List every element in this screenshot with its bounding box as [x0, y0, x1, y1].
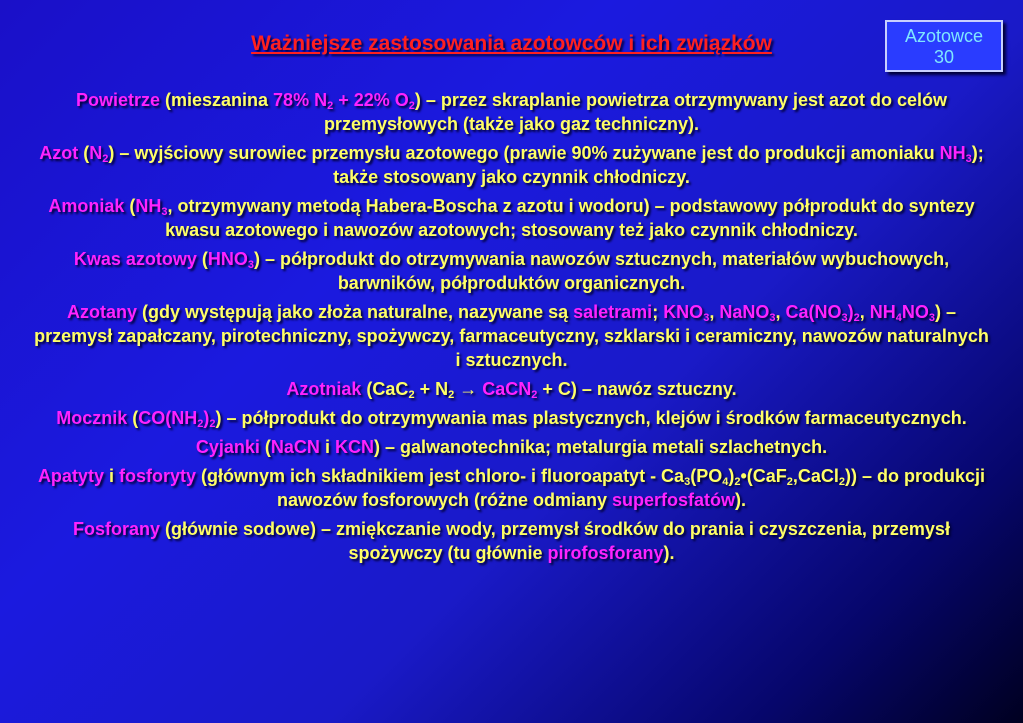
- subscript: 4: [895, 312, 902, 324]
- subscript: 3: [247, 259, 255, 271]
- formula-text: NH: [939, 143, 966, 163]
- subscript: 2: [197, 418, 204, 430]
- subscript: 3: [965, 153, 972, 165]
- formula-text: CO(NH: [138, 408, 198, 428]
- subscript: 2: [327, 100, 334, 112]
- text: ,CaCl: [792, 466, 839, 486]
- subscript: 2: [838, 476, 846, 488]
- formula: [273, 90, 415, 110]
- formula-text: Ca(NO: [785, 302, 842, 322]
- term: Cyjanki: [195, 437, 260, 457]
- formula: NaCN: [270, 437, 320, 457]
- formula: [89, 143, 108, 163]
- subscript: 2: [102, 153, 109, 165]
- text: •(CaF: [740, 466, 787, 486]
- text: ,: [859, 302, 870, 322]
- formula-text: CaCN: [482, 379, 532, 399]
- arrow-text: →: [454, 379, 483, 399]
- formula-text: KNO: [663, 302, 704, 322]
- paragraph-azotniak: [30, 377, 993, 401]
- subscript: 3: [841, 312, 848, 324]
- paragraph-apatyty: [30, 464, 993, 512]
- text: (PO: [690, 466, 723, 486]
- formula: [135, 196, 167, 216]
- term: pirofosforany: [547, 543, 664, 563]
- formula-text: NH: [135, 196, 162, 216]
- subscript: 3: [161, 206, 168, 218]
- term: Fosforany: [73, 519, 161, 539]
- text: (CaC: [361, 379, 409, 399]
- text: )) – do produkcji nawozów fosforowych (różne odmiany: [276, 466, 986, 510]
- formula: [482, 379, 537, 399]
- subscript: 4: [722, 476, 729, 488]
- formula-text: NaNO: [719, 302, 770, 322]
- paragraph-azotany: [30, 300, 993, 372]
- text: ,: [775, 302, 786, 322]
- text: ,: [709, 302, 720, 322]
- subscript: 2: [448, 389, 455, 401]
- text: (głównym ich składnikiem jest chloro- i fluoroapatyt - Ca: [195, 466, 685, 486]
- text: (: [196, 249, 208, 269]
- text: (: [124, 196, 136, 216]
- term: superfosfatów: [612, 490, 736, 510]
- formula: [663, 302, 709, 322]
- text: (: [78, 143, 90, 163]
- term: Azot: [39, 143, 79, 163]
- slide-title: Ważniejsze zastosowania azotowców i ich związków: [251, 32, 772, 55]
- term: Kwas azotowy: [73, 249, 197, 269]
- term: Mocznik: [56, 408, 128, 428]
- formula-text: 78% N: [273, 90, 328, 110]
- text: ) – półprodukt do otrzymywania nawozów sztucznych, materiałów wybuchowych, barwników, półproduktów organicznych.: [254, 249, 950, 293]
- text: ) – wyjściowy surowiec przemysłu azotowego (prawie 90% zużywane jest do produkcji amoniaku: [108, 143, 940, 163]
- paragraph-fosforany: [30, 517, 993, 565]
- subscript: 3: [703, 312, 710, 324]
- subscript: 2: [853, 312, 860, 324]
- formula-text: NH: [869, 302, 896, 322]
- formula: [208, 249, 254, 269]
- paragraph-kwas-azotowy: [30, 247, 993, 295]
- formula-text: N: [89, 143, 103, 163]
- text: + C) – nawóz sztuczny.: [537, 379, 737, 399]
- paragraph-cyjanki: [30, 435, 993, 459]
- text: i: [319, 437, 335, 457]
- paragraph-azot: [30, 141, 993, 189]
- text: ) – przemysł zapałczany, pirotechniczny, spożywczy, farmaceutyczny, szklarski i ceramiczny, nawozów naturalnych i sztucznych.: [34, 302, 989, 370]
- subscript: 2: [209, 418, 216, 430]
- term: Amoniak: [48, 196, 125, 216]
- text: , otrzymywany metodą Habera-Boscha z azotu i wodoru) – podstawowy półprodukt do syntezy kwasu azotowego i nawozów azotowych; stosowany też jako czynnik chłodniczy.: [165, 196, 975, 240]
- text: (gdy występują jako złoża naturalne, nazywane są: [136, 302, 574, 322]
- text: ).: [663, 543, 675, 563]
- text: ): [728, 466, 735, 486]
- text: i: [103, 466, 119, 486]
- subscript: 2: [408, 100, 415, 112]
- term: Apatyty: [37, 466, 104, 486]
- text: (: [259, 437, 271, 457]
- paragraph-amoniak: [30, 194, 993, 242]
- text: + N: [414, 379, 449, 399]
- text: (mieszanina: [160, 90, 274, 110]
- term: Azotniak: [286, 379, 362, 399]
- badge-topic: Azotowce: [904, 26, 984, 46]
- subscript: 2: [531, 389, 538, 401]
- text: ) – półprodukt do otrzymywania mas plastycznych, klejów i środków farmaceutycznych.: [215, 408, 967, 428]
- subscript: 3: [769, 312, 776, 324]
- term: saletrami: [573, 302, 653, 322]
- formula-text: + 22% O: [333, 90, 409, 110]
- text: ) – galwanotechnika; metalurgia metali szlachetnych.: [373, 437, 828, 457]
- subscript: 3: [928, 312, 936, 324]
- formula-text: HNO: [207, 249, 248, 269]
- formula: KCN: [334, 437, 374, 457]
- paragraph-mocznik: [30, 406, 993, 430]
- text: ); także stosowany jako czynnik chłodniczy.: [333, 143, 984, 187]
- subscript: 2: [734, 476, 741, 488]
- badge-number: 30: [933, 47, 955, 67]
- formula-text: ): [203, 408, 210, 428]
- subscript: 2: [786, 476, 793, 488]
- formula-text: NO: [901, 302, 929, 322]
- formula: [940, 143, 972, 163]
- slide-content: [30, 88, 993, 570]
- text: (głównie sodowe) – zmiękczanie wody, przemysł środków do prania i czyszczenia, przemysł spożywczy (tu głównie: [160, 519, 950, 563]
- text: ).: [735, 490, 747, 510]
- subscript: 2: [408, 389, 415, 401]
- text: (: [127, 408, 139, 428]
- term: Powietrze: [75, 90, 160, 110]
- formula: [719, 302, 775, 322]
- formula: [785, 302, 859, 322]
- formula-text: ): [847, 302, 854, 322]
- text: ;: [652, 302, 664, 322]
- formula: [870, 302, 935, 322]
- text: ) – przez skraplanie powietrza otrzymywany jest azot do celów przemysłowych (także jako gaz techniczny).: [323, 90, 948, 134]
- formula: [138, 408, 215, 428]
- term: fosforyty: [118, 466, 196, 486]
- term: Azotany: [66, 302, 137, 322]
- paragraph-powietrze: [30, 88, 993, 136]
- subscript: 3: [684, 476, 691, 488]
